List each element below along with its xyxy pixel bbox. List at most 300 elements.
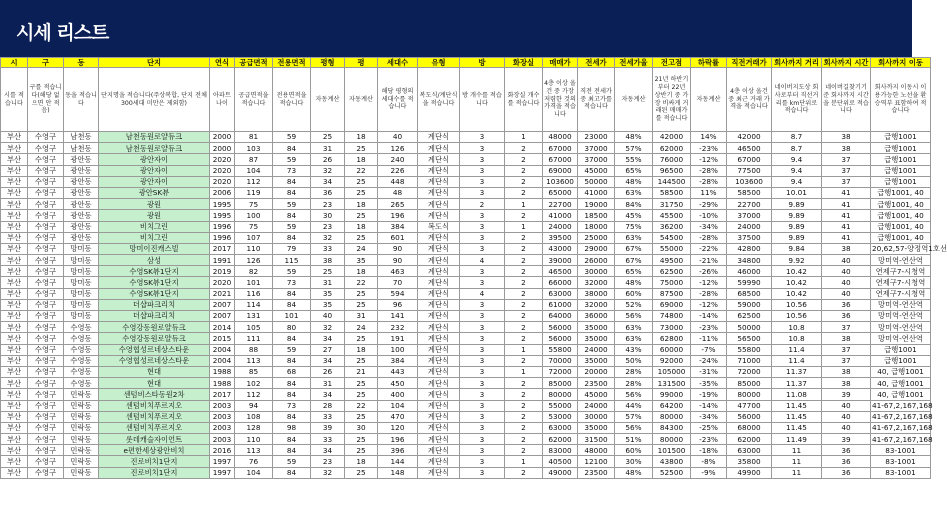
table-cell[interactable]: 41000 <box>543 210 578 221</box>
table-cell[interactable]: 463 <box>378 266 418 277</box>
table-cell[interactable]: 84 <box>273 187 311 198</box>
table-cell[interactable]: 25 <box>345 210 378 221</box>
table-cell[interactable]: 3 <box>460 210 505 221</box>
table-cell[interactable]: 104 <box>235 165 273 176</box>
table-cell[interactable]: 수영동 <box>64 322 99 333</box>
table-cell[interactable]: 119 <box>235 187 273 198</box>
table-cell[interactable]: 광원 <box>99 210 210 221</box>
table-cell[interactable]: 25 <box>345 434 378 445</box>
table-cell[interactable]: 2 <box>505 232 543 243</box>
table-cell[interactable]: 3 <box>460 165 505 176</box>
table-cell[interactable]: 수영SK뷰1단지 <box>99 266 210 277</box>
table-cell[interactable]: 71000 <box>727 355 772 366</box>
table-cell[interactable]: 25 <box>345 467 378 478</box>
table-cell[interactable]: 34 <box>311 355 345 366</box>
table-cell[interactable]: 104 <box>235 467 273 478</box>
table-cell[interactable]: 112 <box>235 176 273 187</box>
table-cell[interactable]: 42000 <box>727 132 772 143</box>
column-header[interactable]: 방 <box>460 58 505 68</box>
table-cell[interactable]: 현대 <box>99 366 210 377</box>
table-cell[interactable]: 11.45 <box>772 422 822 433</box>
table-cell[interactable]: 148 <box>378 467 418 478</box>
table-cell[interactable]: 18500 <box>578 210 615 221</box>
table-cell[interactable]: 443 <box>378 366 418 377</box>
table-cell[interactable]: 남천동 <box>64 132 99 143</box>
table-cell[interactable]: 2003 <box>210 434 235 445</box>
table-cell[interactable]: 63% <box>615 232 653 243</box>
column-header[interactable]: 하락률 <box>691 58 727 68</box>
table-cell[interactable]: 58500 <box>727 187 772 198</box>
table-cell[interactable]: 25 <box>345 445 378 456</box>
table-cell[interactable]: 37 <box>822 165 871 176</box>
table-cell[interactable]: 9.4 <box>772 165 822 176</box>
table-cell[interactable]: 수영구 <box>28 176 64 187</box>
table-cell[interactable]: 계단식 <box>418 199 460 210</box>
table-cell[interactable]: 73 <box>273 277 311 288</box>
table-cell[interactable]: 광안자이 <box>99 176 210 187</box>
table-cell[interactable]: 10.8 <box>772 333 822 344</box>
table-cell[interactable]: 망미동 <box>64 277 99 288</box>
table-cell[interactable]: 43% <box>615 344 653 355</box>
table-cell[interactable]: 59990 <box>727 277 772 288</box>
table-cell[interactable]: 급행1001 <box>871 165 931 176</box>
table-cell[interactable]: 232 <box>378 322 418 333</box>
table-cell[interactable]: 22 <box>345 400 378 411</box>
table-cell[interactable]: 수영구 <box>28 255 64 266</box>
table-cell[interactable]: 3 <box>460 445 505 456</box>
table-cell[interactable]: -14% <box>691 400 727 411</box>
table-cell[interactable]: 2017 <box>210 389 235 400</box>
table-cell[interactable]: 광안동 <box>64 199 99 210</box>
table-cell[interactable]: 36 <box>311 187 345 198</box>
column-description[interactable]: 복도식/계단식을 적습니다 <box>418 68 460 132</box>
column-header[interactable]: 공급면적 <box>235 58 273 68</box>
table-cell[interactable]: 107 <box>235 232 273 243</box>
table-cell[interactable]: 급행1001, 40 <box>871 187 931 198</box>
table-cell[interactable]: 66000 <box>543 277 578 288</box>
table-cell[interactable]: 1991 <box>210 255 235 266</box>
table-cell[interactable]: -8% <box>691 456 727 467</box>
table-cell[interactable]: 67000 <box>727 154 772 165</box>
table-cell[interactable]: 계단식 <box>418 277 460 288</box>
column-header[interactable]: 세대수 <box>378 58 418 68</box>
table-cell[interactable]: 384 <box>378 221 418 232</box>
table-cell[interactable]: -35% <box>691 378 727 389</box>
table-cell[interactable]: 3 <box>460 154 505 165</box>
table-cell[interactable]: 광안동 <box>64 187 99 198</box>
table-cell[interactable]: 31 <box>311 378 345 389</box>
table-cell[interactable]: 1997 <box>210 467 235 478</box>
column-header[interactable]: 연식 <box>210 58 235 68</box>
table-cell[interactable]: 2 <box>505 333 543 344</box>
table-cell[interactable]: 수영구 <box>28 366 64 377</box>
table-cell[interactable]: 100 <box>235 210 273 221</box>
table-cell[interactable]: 부산 <box>1 422 28 433</box>
table-cell[interactable]: 30 <box>311 210 345 221</box>
table-cell[interactable]: -34% <box>691 221 727 232</box>
table-cell[interactable]: 32000 <box>578 299 615 310</box>
table-cell[interactable]: 수영강동원로얄듀크 <box>99 333 210 344</box>
table-cell[interactable]: 2003 <box>210 411 235 422</box>
table-cell[interactable]: 21 <box>345 366 378 377</box>
table-cell[interactable]: -34% <box>691 411 727 422</box>
table-cell[interactable]: 111 <box>235 333 273 344</box>
table-cell[interactable]: 2 <box>505 355 543 366</box>
table-cell[interactable]: 61000 <box>543 299 578 310</box>
table-cell[interactable]: 19000 <box>578 199 615 210</box>
table-cell[interactable]: -26% <box>691 266 727 277</box>
table-cell[interactable]: 3 <box>460 434 505 445</box>
table-cell[interactable]: 34800 <box>727 255 772 266</box>
table-cell[interactable]: 2014 <box>210 322 235 333</box>
table-cell[interactable]: 부산 <box>1 199 28 210</box>
table-cell[interactable]: 110 <box>235 434 273 445</box>
table-cell[interactable]: -12% <box>691 299 727 310</box>
table-cell[interactable]: 76000 <box>653 154 691 165</box>
table-cell[interactable]: 복도식 <box>418 221 460 232</box>
table-cell[interactable]: 계단식 <box>418 154 460 165</box>
table-cell[interactable]: 부산 <box>1 400 28 411</box>
table-cell[interactable]: 계단식 <box>418 176 460 187</box>
table-cell[interactable]: 25 <box>345 299 378 310</box>
table-cell[interactable]: 99000 <box>653 389 691 400</box>
table-cell[interactable]: 광안SK뷰 <box>99 187 210 198</box>
table-cell[interactable]: 96 <box>378 299 418 310</box>
table-cell[interactable]: 부산 <box>1 221 28 232</box>
column-header[interactable]: 동 <box>64 58 99 68</box>
table-cell[interactable]: 망미역-연산역 <box>871 255 931 266</box>
column-description[interactable]: 자동계산 <box>615 68 653 132</box>
table-cell[interactable]: 10.01 <box>772 187 822 198</box>
table-cell[interactable]: 35000 <box>578 322 615 333</box>
table-cell[interactable]: 부산 <box>1 232 28 243</box>
table-cell[interactable]: 51% <box>615 434 653 445</box>
table-cell[interactable]: 3 <box>460 389 505 400</box>
table-cell[interactable]: 35 <box>345 255 378 266</box>
column-description[interactable]: 4층 이상 올건 중 가장 저렴한 것의 가격을 적습니다 <box>543 68 578 132</box>
table-cell[interactable]: 196 <box>378 210 418 221</box>
table-cell[interactable]: 민락동 <box>64 411 99 422</box>
table-cell[interactable]: 84 <box>273 333 311 344</box>
table-cell[interactable]: 74800 <box>653 311 691 322</box>
table-cell[interactable]: 103 <box>235 143 273 154</box>
table-cell[interactable]: 계단식 <box>418 143 460 154</box>
table-cell[interactable]: 77500 <box>727 165 772 176</box>
table-cell[interactable]: 계단식 <box>418 366 460 377</box>
table-cell[interactable]: 30000 <box>578 266 615 277</box>
table-cell[interactable]: 45000 <box>578 389 615 400</box>
table-cell[interactable]: 수영구 <box>28 288 64 299</box>
table-cell[interactable]: 더샵파크리치 <box>99 311 210 322</box>
table-cell[interactable]: 37 <box>822 154 871 165</box>
table-cell[interactable]: 남천동 <box>64 143 99 154</box>
table-cell[interactable]: 계단식 <box>418 165 460 176</box>
table-cell[interactable]: 8.7 <box>772 132 822 143</box>
table-cell[interactable]: e편한세상광안비치 <box>99 445 210 456</box>
column-header[interactable]: 전고점 <box>653 58 691 68</box>
table-cell[interactable]: 28% <box>615 366 653 377</box>
table-cell[interactable]: 3 <box>460 355 505 366</box>
table-cell[interactable]: 69000 <box>543 165 578 176</box>
table-cell[interactable]: 18 <box>345 199 378 210</box>
table-cell[interactable]: 84 <box>273 389 311 400</box>
table-cell[interactable]: 33 <box>311 411 345 422</box>
table-cell[interactable]: 2020 <box>210 154 235 165</box>
table-cell[interactable]: 진로비치1단지 <box>99 456 210 467</box>
table-cell[interactable]: 급행1001 <box>871 176 931 187</box>
table-cell[interactable]: 37000 <box>578 143 615 154</box>
table-cell[interactable]: 50000 <box>727 322 772 333</box>
table-cell[interactable]: 센텀비치푸르지오 <box>99 411 210 422</box>
table-cell[interactable]: 46500 <box>727 143 772 154</box>
table-cell[interactable]: 67% <box>615 255 653 266</box>
table-cell[interactable]: 18 <box>345 344 378 355</box>
table-cell[interactable]: 25 <box>345 143 378 154</box>
table-cell[interactable]: 수영구 <box>28 187 64 198</box>
table-cell[interactable]: 64200 <box>653 400 691 411</box>
table-cell[interactable]: 삼성 <box>99 255 210 266</box>
table-cell[interactable]: 망미역-연산역 <box>871 299 931 310</box>
table-cell[interactable]: 수영구 <box>28 143 64 154</box>
table-cell[interactable]: 계단식 <box>418 400 460 411</box>
table-cell[interactable]: 83-1001 <box>871 456 931 467</box>
table-cell[interactable]: 59000 <box>727 299 772 310</box>
table-cell[interactable]: 부산 <box>1 389 28 400</box>
table-cell[interactable]: 31 <box>311 143 345 154</box>
table-cell[interactable]: 116 <box>235 288 273 299</box>
table-cell[interactable]: 48% <box>615 176 653 187</box>
table-cell[interactable]: 35000 <box>578 355 615 366</box>
table-cell[interactable]: 126 <box>235 255 273 266</box>
table-cell[interactable]: 계단식 <box>418 266 460 277</box>
column-header[interactable]: 회사까지 시간 <box>822 58 871 68</box>
table-cell[interactable]: 40 <box>822 288 871 299</box>
table-cell[interactable]: 2 <box>505 434 543 445</box>
table-cell[interactable]: 2007 <box>210 299 235 310</box>
table-cell[interactable]: 3 <box>460 411 505 422</box>
table-cell[interactable]: 34 <box>311 176 345 187</box>
table-cell[interactable]: 3 <box>460 132 505 143</box>
table-cell[interactable]: 부산 <box>1 333 28 344</box>
table-cell[interactable]: 2020 <box>210 277 235 288</box>
table-cell[interactable]: 84 <box>273 445 311 456</box>
table-cell[interactable]: 40, 급행1001 <box>871 366 931 377</box>
table-cell[interactable]: 84 <box>273 411 311 422</box>
column-description[interactable]: 해당 평형의 세대수를 적습니다 <box>378 68 418 132</box>
table-cell[interactable]: 59 <box>273 456 311 467</box>
table-cell[interactable]: 2 <box>505 255 543 266</box>
table-cell[interactable]: 3 <box>460 266 505 277</box>
table-cell[interactable]: 42800 <box>727 243 772 254</box>
table-cell[interactable]: 63% <box>615 187 653 198</box>
table-cell[interactable]: 45500 <box>653 210 691 221</box>
table-cell[interactable]: 수영SK뷰1단지 <box>99 277 210 288</box>
table-cell[interactable]: 계단식 <box>418 434 460 445</box>
table-cell[interactable]: 62000 <box>543 434 578 445</box>
table-cell[interactable]: 84 <box>273 378 311 389</box>
table-cell[interactable]: 3 <box>460 322 505 333</box>
table-cell[interactable]: -28% <box>691 232 727 243</box>
table-cell[interactable]: 36000 <box>578 311 615 322</box>
table-cell[interactable]: 24 <box>345 243 378 254</box>
table-cell[interactable]: 38000 <box>578 288 615 299</box>
table-cell[interactable]: 112 <box>235 389 273 400</box>
table-cell[interactable]: 수영구 <box>28 411 64 422</box>
table-cell[interactable]: 1988 <box>210 366 235 377</box>
column-header[interactable]: 유형 <box>418 58 460 68</box>
table-cell[interactable]: 민락동 <box>64 422 99 433</box>
table-cell[interactable]: 2016 <box>210 445 235 456</box>
table-cell[interactable]: 63% <box>615 333 653 344</box>
table-cell[interactable]: 수영구 <box>28 299 64 310</box>
table-cell[interactable]: 80000 <box>653 411 691 422</box>
table-cell[interactable]: 40 <box>822 255 871 266</box>
column-header[interactable]: 시 <box>1 58 28 68</box>
table-cell[interactable]: 2 <box>505 311 543 322</box>
table-cell[interactable]: 3 <box>460 400 505 411</box>
table-cell[interactable]: 32 <box>311 232 345 243</box>
table-cell[interactable]: 2 <box>505 210 543 221</box>
table-cell[interactable]: 34 <box>311 389 345 400</box>
table-cell[interactable]: 92000 <box>653 355 691 366</box>
table-cell[interactable]: 급행1001, 40 <box>871 210 931 221</box>
column-header[interactable]: 화장실 <box>505 58 543 68</box>
table-cell[interactable]: 80000 <box>727 389 772 400</box>
table-cell[interactable]: 수영구 <box>28 199 64 210</box>
table-cell[interactable]: 25 <box>345 232 378 243</box>
table-cell[interactable]: 18 <box>345 456 378 467</box>
table-cell[interactable]: 108 <box>235 411 273 422</box>
table-cell[interactable]: 25000 <box>578 232 615 243</box>
table-cell[interactable]: 80000 <box>653 434 691 445</box>
table-cell[interactable]: 광안동 <box>64 154 99 165</box>
table-cell[interactable]: 59 <box>273 344 311 355</box>
table-cell[interactable]: 수영동 <box>64 378 99 389</box>
table-cell[interactable]: 계단식 <box>418 210 460 221</box>
table-cell[interactable]: 부산 <box>1 266 28 277</box>
table-cell[interactable]: 52% <box>615 299 653 310</box>
table-cell[interactable]: 수영SK뷰1단지 <box>99 288 210 299</box>
column-description[interactable]: 동을 적습니다 <box>64 68 99 132</box>
table-cell[interactable]: 39000 <box>543 255 578 266</box>
table-cell[interactable]: 11.08 <box>772 389 822 400</box>
table-cell[interactable]: 33 <box>311 434 345 445</box>
column-description[interactable]: 21년 하반기부터 22년 상반기 중 가장 비싸게 거래된 매매가를 적습니다 <box>653 68 691 132</box>
table-cell[interactable]: 3 <box>460 143 505 154</box>
table-cell[interactable]: 2000 <box>210 132 235 143</box>
table-cell[interactable]: 84% <box>615 199 653 210</box>
table-cell[interactable]: 25 <box>311 266 345 277</box>
table-cell[interactable]: 84 <box>273 299 311 310</box>
table-cell[interactable]: 59 <box>273 266 311 277</box>
table-cell[interactable]: 광안동 <box>64 176 99 187</box>
table-cell[interactable]: 11 <box>772 467 822 478</box>
table-cell[interactable]: 37 <box>822 344 871 355</box>
table-cell[interactable]: 601 <box>378 232 418 243</box>
table-cell[interactable]: 40 <box>311 311 345 322</box>
column-description[interactable]: 공급면적을 적습니다 <box>235 68 273 132</box>
table-cell[interactable]: 56500 <box>727 333 772 344</box>
table-cell[interactable]: 63000 <box>543 422 578 433</box>
table-cell[interactable]: -10% <box>691 210 727 221</box>
table-cell[interactable]: 37500 <box>727 232 772 243</box>
table-cell[interactable]: 민락동 <box>64 456 99 467</box>
table-cell[interactable]: 3 <box>460 344 505 355</box>
table-cell[interactable]: 9.4 <box>772 154 822 165</box>
table-cell[interactable]: 63% <box>615 322 653 333</box>
table-cell[interactable]: 1 <box>505 456 543 467</box>
table-cell[interactable]: 25 <box>345 187 378 198</box>
table-cell[interactable]: -25% <box>691 422 727 433</box>
table-cell[interactable]: 수영구 <box>28 266 64 277</box>
table-cell[interactable]: 센텀비치푸르지오 <box>99 400 210 411</box>
table-cell[interactable]: 40 <box>822 400 871 411</box>
table-cell[interactable]: 부산 <box>1 154 28 165</box>
table-cell[interactable]: 계단식 <box>418 467 460 478</box>
table-cell[interactable]: 계단식 <box>418 322 460 333</box>
table-cell[interactable]: 75 <box>235 221 273 232</box>
table-cell[interactable]: 396 <box>378 445 418 456</box>
table-cell[interactable]: 22700 <box>543 199 578 210</box>
table-cell[interactable]: 34 <box>311 333 345 344</box>
table-cell[interactable]: 38 <box>311 255 345 266</box>
table-cell[interactable]: 1 <box>505 221 543 232</box>
column-description[interactable]: 회사까지 이동시 이용가능한 노선을 환승역부 표함하여 적습니다 <box>871 68 931 132</box>
column-description[interactable]: 구를 적습니다(해당 없으면 안 적음) <box>28 68 64 132</box>
table-cell[interactable]: 56% <box>615 311 653 322</box>
table-cell[interactable]: 64000 <box>543 311 578 322</box>
table-cell[interactable]: 59 <box>273 221 311 232</box>
column-header[interactable]: 전용면적 <box>273 58 311 68</box>
table-cell[interactable]: -23% <box>691 322 727 333</box>
table-cell[interactable]: 83-1001 <box>871 445 931 456</box>
table-cell[interactable]: 계단식 <box>418 411 460 422</box>
table-cell[interactable]: 남천동원로얄듀크 <box>99 132 210 143</box>
table-cell[interactable]: 수영동 <box>64 333 99 344</box>
table-cell[interactable]: 현대 <box>99 378 210 389</box>
table-cell[interactable]: 226 <box>378 165 418 176</box>
column-description[interactable]: 자동계산 <box>691 68 727 132</box>
table-cell[interactable]: 25 <box>311 132 345 143</box>
table-cell[interactable]: 22 <box>345 277 378 288</box>
table-cell[interactable]: 수영구 <box>28 378 64 389</box>
table-cell[interactable]: 82 <box>235 266 273 277</box>
table-cell[interactable]: 2 <box>505 400 543 411</box>
table-cell[interactable]: 114 <box>235 299 273 310</box>
table-cell[interactable]: 부산 <box>1 467 28 478</box>
table-cell[interactable]: 계단식 <box>418 255 460 266</box>
table-cell[interactable]: 연제구7-시청역 <box>871 266 931 277</box>
table-cell[interactable]: 20,62,57-양정역1호선 <box>872 244 947 254</box>
table-cell[interactable]: 104 <box>378 400 418 411</box>
column-description[interactable]: 방 개수를 적습니다 <box>460 68 505 132</box>
table-cell[interactable]: 센텀비치푸르지오 <box>99 422 210 433</box>
table-cell[interactable]: 37000 <box>578 154 615 165</box>
table-cell[interactable]: 22700 <box>727 199 772 210</box>
table-cell[interactable]: 부산 <box>1 344 28 355</box>
table-cell[interactable]: 9.89 <box>772 199 822 210</box>
column-header[interactable]: 직전거래가 <box>727 58 772 68</box>
column-description[interactable]: 아파트 나이 <box>210 68 235 132</box>
table-cell[interactable]: 2 <box>505 143 543 154</box>
table-cell[interactable]: 115 <box>273 255 311 266</box>
table-cell[interactable]: 105000 <box>653 366 691 377</box>
table-cell[interactable]: 49000 <box>543 467 578 478</box>
table-cell[interactable]: 110 <box>235 243 273 254</box>
table-cell[interactable]: 50% <box>615 355 653 366</box>
table-cell[interactable]: 18 <box>345 221 378 232</box>
column-header[interactable]: 구 <box>28 58 64 68</box>
